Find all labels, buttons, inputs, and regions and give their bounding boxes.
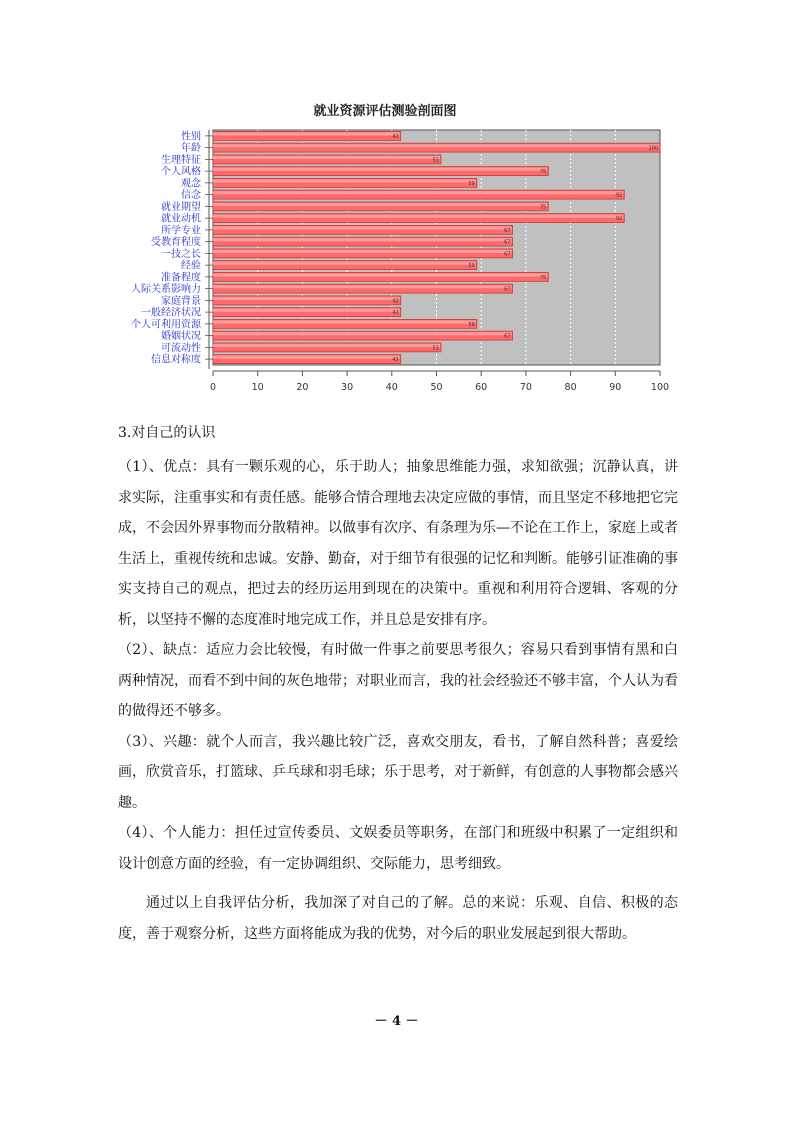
bar-value-label: 42 (392, 310, 399, 317)
x-tick-label: 10 (251, 382, 264, 393)
x-tick-label: 30 (341, 382, 354, 393)
x-tick-label: 100 (650, 382, 670, 393)
category-label: 就业期望 (161, 201, 201, 213)
bar-value-label: 67 (504, 239, 511, 246)
bar-value-label: 67 (504, 286, 511, 293)
bar-highlight (213, 226, 511, 229)
section-heading: 3.对自己的认识 (118, 425, 216, 441)
bar-highlight (213, 344, 440, 347)
bar-value-label: 75 (539, 274, 547, 281)
bar-value-label: 75 (539, 204, 547, 211)
chart-area (110, 95, 680, 395)
x-tick-label: 40 (385, 382, 398, 393)
bar-value-label: 67 (504, 227, 511, 234)
paragraph-interests: （3）、兴趣：就个人而言，我兴趣比较广泛，喜欢交朋友，看书，了解自然科普；喜爱绘画，欣赏音乐，打篮球、乒乓球和羽毛球；乐于思考，对于新鲜，有创意的人事物都会感兴趣。 (118, 733, 678, 811)
category-label: 准备程度 (161, 272, 201, 284)
bar-value-label: 42 (392, 133, 399, 140)
category-label: 受教育程度 (151, 237, 201, 249)
paragraphs (118, 452, 678, 879)
x-tick-label: 90 (609, 382, 622, 393)
bar-chart (110, 95, 680, 395)
bar-highlight (213, 356, 400, 359)
x-tick-label: 0 (209, 382, 217, 393)
paragraph-abilities: （4）、个人能力：担任过宣传委员、文娱委员等职务，在部门和班级中积累了一定组织和设计创意方面的经验，有一定协调组织、交际能力，思考细致。 (118, 825, 678, 872)
category-label: 观念 (181, 178, 201, 190)
category-label: 生理特征 (161, 154, 201, 166)
paragraph-strengths: （1）、优点：具有一颗乐观的心，乐于助人；抽象思维能力强，求知欲强；沉静认真，讲求实际，注重事实和有责任感。能够合情合理地去决定应做的事情，而且坚定不移地把它完成，不会因外界事物而分散精神。以做事有次序、有条理为乐—不论在工作上，家庭上或者生活上，重视传统和忠诚。安静、勤奋，对于细节有很强的记忆和判断。能够引证准确的事实支持自己的观点，把过去的经历运用到现在的决策中。重视和利用符合逻辑、客观的分析，以坚持不懈的态度准时地完成工作，并且总是安排有序。 (118, 459, 678, 628)
bar-highlight (213, 320, 476, 323)
category-label: 婚姻状况 (161, 331, 201, 343)
category-label: 一般经济状况 (141, 307, 201, 319)
x-tick-label: 50 (430, 382, 443, 393)
bar-highlight (213, 309, 400, 312)
bar-highlight (213, 179, 476, 182)
bar-value-label: 67 (504, 333, 511, 340)
bar-highlight (213, 332, 511, 335)
bar-highlight (213, 191, 623, 194)
category-label: 一技之长 (161, 248, 201, 260)
bar-highlight (213, 132, 400, 135)
chart-title: 就业资源评估测验剖面图 (313, 104, 457, 119)
page-number: － 4 － (374, 1014, 419, 1029)
bar-highlight (213, 297, 400, 300)
category-label: 可流动性 (161, 342, 201, 354)
bar-highlight (213, 262, 476, 265)
paragraph-weaknesses: （2）、缺点：适应力会比较慢，有时做一件事之前要思考很久；容易只看到事情有黑和白两种情况，而看不到中间的灰色地带；对职业而言，我的社会经验还不够丰富，个人认为看的做得还不够多。 (118, 642, 678, 719)
bar-value-label: 51 (432, 345, 439, 352)
category-label: 性别 (181, 131, 201, 143)
category-label: 就业动机 (161, 213, 201, 225)
bar-highlight (213, 273, 547, 276)
bar-value-label: 42 (392, 298, 399, 305)
bar-value-label: 92 (615, 216, 623, 223)
bar-highlight (213, 215, 623, 218)
bar-highlight (213, 156, 440, 159)
category-label: 信念 (181, 190, 201, 202)
bar-highlight (213, 285, 511, 288)
category-label: 所学专业 (161, 225, 201, 237)
bar-highlight (213, 203, 547, 206)
x-tick-label: 80 (564, 382, 577, 393)
bar-value-label: 75 (539, 169, 547, 176)
bar-value-label: 59 (468, 180, 475, 187)
x-tick-label: 70 (519, 382, 532, 393)
category-label: 年龄 (181, 143, 201, 155)
bar-value-label: 51 (432, 157, 439, 164)
category-label: 个人可利用资源 (131, 319, 201, 331)
bar-value-label: 92 (615, 192, 623, 199)
bar-value-label: 42 (392, 357, 399, 364)
bar-highlight (213, 168, 547, 171)
category-label: 信息对称度 (151, 354, 201, 366)
summary-paragraph: 通过以上自我评估分析，我加深了对自己的了解。总的来说：乐观、自信、积极的态度，善于观察分析，这些方面将能成为我的优势，对今后的职业发展起到很大帮助。 (118, 895, 678, 942)
category-label: 家庭背景 (161, 295, 201, 307)
category-label: 个人风格 (161, 166, 201, 178)
category-label: 经验 (181, 260, 201, 272)
x-tick-label: 20 (296, 382, 309, 393)
bar-highlight (213, 144, 659, 147)
bar-value-label: 100 (648, 145, 658, 152)
category-label: 人际关系影响力 (131, 284, 201, 296)
bar-highlight (213, 250, 511, 253)
bar-highlight (213, 238, 511, 241)
bar-value-label: 59 (468, 263, 475, 270)
bar-value-label: 67 (504, 251, 511, 258)
bar-value-label: 59 (468, 321, 475, 328)
x-tick-label: 60 (475, 382, 488, 393)
